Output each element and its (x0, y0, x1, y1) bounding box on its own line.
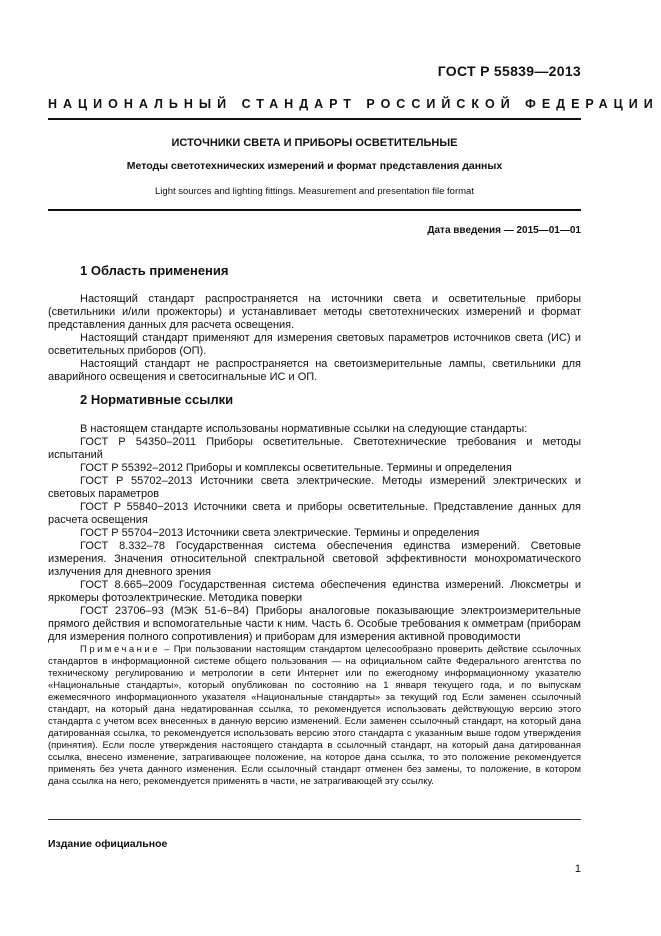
document-title: ИСТОЧНИКИ СВЕТА И ПРИБОРЫ ОСВЕТИТЕЛЬНЫЕ (171, 137, 458, 149)
reference-item: ГОСТ Р 55392–2012 Приборы и комплексы осветительные. Термины и определения (80, 462, 512, 474)
english-title: Light sources and lighting fittings. Measurement and presentation file format (155, 186, 474, 197)
top-rule (48, 118, 581, 120)
national-standard-banner: НАЦИОНАЛЬНЫЙ СТАНДАРТ РОССИЙСКОЙ ФЕДЕРАЦИИ (48, 97, 659, 111)
introduction-date: Дата введения — 2015—01—01 (427, 225, 581, 236)
reference-item: ГОСТ Р 54350–2011 Приборы осветительные. Светотехнические требования и методы испытаний (48, 436, 581, 461)
title-rule (48, 209, 581, 211)
standard-code: ГОСТ Р 55839—2013 (437, 63, 581, 79)
reference-item: ГОСТ Р 55704−2013 Источники света электрические. Термины и определения (80, 527, 480, 539)
page-number: 1 (574, 863, 581, 875)
note-text: – При пользовании настоящим стандартом целесообразно проверить действие ссылочных стандартов в информационной системе общего пользования — на официальном сайте Федерального агентства по техническому регулированию и метрологии в сети Интернет или по ежегодному информационному указателю «Национальные стандарты», который опубликован по состоянию на 1 января текущего года, и по выпускам ежемесячного информационного указателя «Национальные стандарты» за текущий год Если заменен ссылочный стандарт, на который дана недатированная ссылка, то рекомендуется использовать действующую версию этого стандарта с учетом всех внесенных в данную версию изменений. Если заменен ссылочный стандарт, на который дана датированная ссылка, то рекомендуется использовать версию этого стандарта с указанным выше годом утверждения (принятия). Если после утверждения настоящего стандарта в ссылочный стандарт, на который дана датированная ссылка, внесено изменение, затрагивающее положение, на которое дана ссылка, то это положение рекомендуется применять без учета данного изменения. Если ссылочный стандарт отменен без замены, то положение, в котором дана ссылка на него, рекомендуется применять в части, не затрагивающей эту ссылку. (48, 644, 581, 787)
paragraph: Настоящий стандарт не распространяется на светоизмерительные лампы, светильники для аварийного освещения и светосигнальные ИС и ОП. (48, 358, 581, 383)
reference-item: ГОСТ Р 55840−2013 Источники света и приборы осветительные. Представление данных для расчета освещения (48, 501, 581, 526)
reference-item: ГОСТ 8.665–2009 Государственная система обеспечения единства измерений. Люксметры и яркомеры фотоэлектрические. Методика поверки (48, 579, 581, 604)
paragraph: Настоящий стандарт распространяется на источники света и осветительные приборы (светильники и/или прожекторы) и устанавливает методы светотехнических измерений и формат представления данных для расчета освещения. (48, 293, 581, 331)
section-1-heading: 1 Область применения (80, 263, 229, 278)
section-2-body (48, 423, 581, 644)
section-2-heading: 2 Нормативные ссылки (80, 392, 234, 407)
section-1-body (48, 293, 581, 384)
note-paragraph (48, 644, 581, 788)
note-block (48, 644, 581, 788)
bottom-rule (48, 819, 581, 820)
reference-item: ГОСТ 8.332–78 Государственная система обеспечения единства измерений. Световые измерения. Значения относительной спектральной световой эффективности монохроматического излучения для дневного зрения (48, 540, 581, 578)
reference-item: ГОСТ Р 55702–2013 Источники света электрические. Методы измерений электрических и световых параметров (48, 475, 581, 500)
edition-label: Издание официальное (48, 838, 168, 850)
document-subtitle: Методы светотехнических измерений и формат представления данных (126, 160, 503, 172)
paragraph: В настоящем стандарте использованы нормативные ссылки на следующие стандарты: (80, 423, 528, 435)
paragraph: Настоящий стандарт применяют для измерения световых параметров источников света (ИС) и осветительных приборов (ОП). (48, 332, 581, 357)
note-label: Примечание (80, 644, 160, 655)
reference-item: ГОСТ 23706–93 (МЭК 51-6−84) Приборы аналоговые показывающие электроизмерительные прямого действия и вспомогательные части к ним. Часть 6. Особые требования к омметрам (приборам для измерения полного сопротивления) и приборам для измерения активной проводимости (48, 605, 581, 643)
